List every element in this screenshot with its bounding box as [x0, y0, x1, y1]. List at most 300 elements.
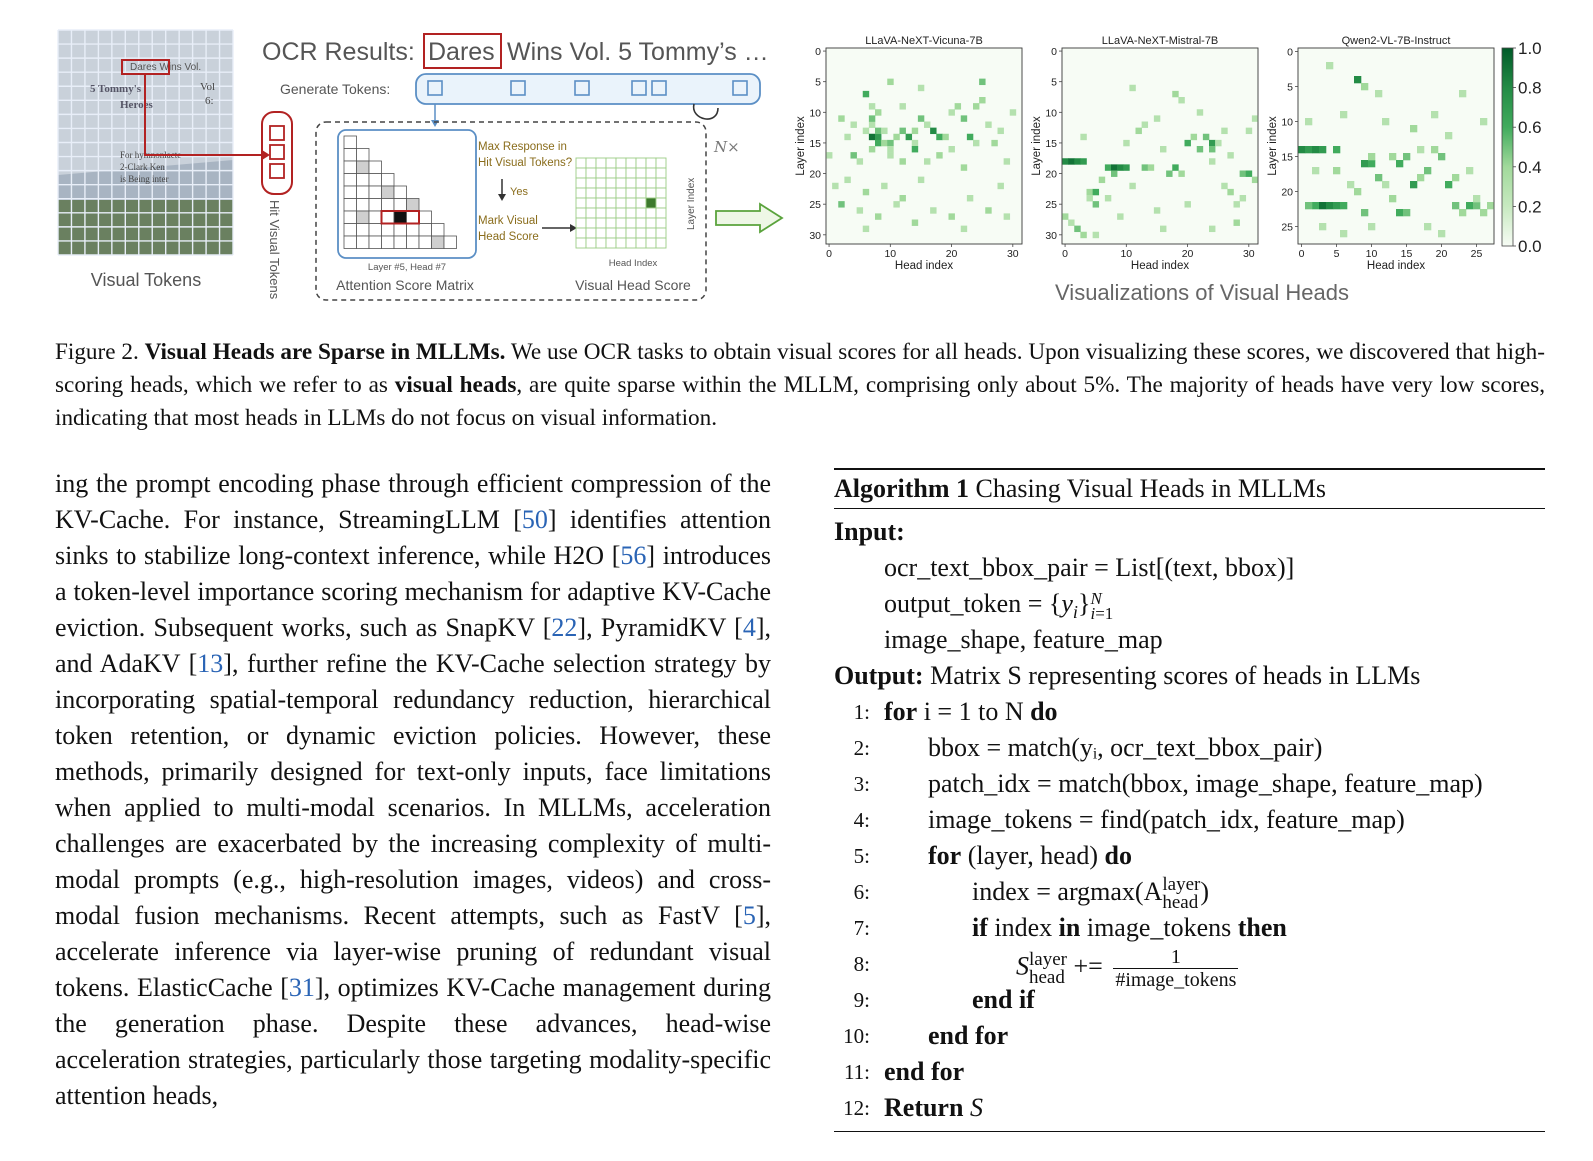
heatmap-cell [869, 115, 875, 121]
head-score-cell [596, 178, 606, 188]
heatmap-cell [863, 128, 869, 134]
y-tick-label: 10 [809, 107, 821, 120]
head-score-cell [606, 228, 616, 238]
head-score-cell [616, 158, 626, 168]
heatmap-cell [832, 183, 838, 189]
heatmap-cell [912, 220, 918, 226]
document-image [58, 30, 270, 255]
heatmap-cell [1410, 125, 1417, 132]
head-score-cell [636, 208, 646, 218]
heatmap-cell [900, 128, 906, 134]
head-score-cell [596, 188, 606, 198]
attention-cell [394, 211, 407, 224]
citation-31[interactable]: 31 [288, 973, 315, 1002]
heatmap-cell [1203, 134, 1209, 140]
head-score-cell [646, 188, 656, 198]
heatmap-cell [942, 134, 948, 140]
attention-cell [382, 186, 395, 199]
visual-tokens-label: Visual Tokens [90, 270, 202, 290]
heatmap-cell [1368, 153, 1375, 160]
y-tick-label: 30 [809, 229, 821, 242]
y-tick-label: 15 [1281, 151, 1293, 164]
attention-cell [344, 236, 357, 249]
doc-text-7: 2-Clark Ken [120, 162, 165, 172]
heatmap-cell [1480, 118, 1487, 125]
y-tick-label: 20 [809, 168, 821, 181]
algorithm-line-10: 10: end for [843, 1021, 1009, 1050]
heatmap-cell [851, 122, 857, 128]
ocr-prefix: OCR Results: [262, 38, 415, 66]
attention-label: Attention Score Matrix [336, 277, 474, 293]
heatmap-cell [1312, 146, 1319, 153]
attention-cell [444, 236, 457, 249]
citation-5[interactable]: 5 [742, 901, 756, 930]
head-score-cell [586, 198, 596, 208]
heatmap-cell [1234, 201, 1240, 207]
heatmap-cell [1142, 122, 1148, 128]
heatmap-cell [1010, 109, 1016, 115]
heatmap-cell [1215, 140, 1221, 146]
head-score-cell [616, 188, 626, 198]
heatmap-cell [1062, 213, 1068, 219]
heatmap-cell [1305, 202, 1312, 209]
heatmap-cell [869, 134, 875, 140]
heatmap-cell [875, 134, 881, 140]
head-score-cell [586, 188, 596, 198]
colorbar-tick-label: 0.4 [1518, 157, 1542, 177]
head-score-cell [596, 228, 606, 238]
heatmap-cell [924, 158, 930, 164]
attention-cell [382, 236, 395, 249]
doc-text-1: Dares Wins Vol. [130, 62, 202, 73]
head-score-cell [646, 178, 656, 188]
attention-cell [369, 236, 382, 249]
head-score-cell [576, 208, 586, 218]
colorbar-gradient [1502, 48, 1513, 246]
citation-56[interactable]: 56 [620, 541, 647, 570]
colorbar-tick-label: 0.6 [1518, 118, 1542, 138]
heatmap-cell [1459, 90, 1466, 97]
heatmap-cell [887, 140, 893, 146]
heatmap-cell [1080, 134, 1086, 140]
visualizations-label: Visualizations of Visual Heads [1055, 280, 1349, 305]
heatmap-cell [1068, 158, 1074, 164]
heatmap-cell [930, 128, 936, 134]
heatmap-cell [1389, 153, 1396, 160]
x-tick-label: 30 [1006, 248, 1019, 260]
heatmap-cell [1142, 164, 1148, 170]
head-score-cell [576, 158, 586, 168]
y-axis-label: Layer index [1267, 116, 1279, 176]
head-score-cell [616, 198, 626, 208]
algorithm-line-9: 9: end if [853, 985, 1035, 1014]
attention-cell [419, 236, 432, 249]
heatmap-cell [979, 79, 985, 85]
head-score-cell [626, 198, 636, 208]
head-score-cell [586, 158, 596, 168]
head-score-cell [606, 218, 616, 228]
heatmap-cell [875, 109, 881, 115]
heatmap-cell [1312, 167, 1319, 174]
head-score-cell [636, 168, 646, 178]
heatmap-cell [1396, 209, 1403, 216]
head-score-cell [586, 168, 596, 178]
citation-4[interactable]: 4 [742, 613, 756, 642]
colorbar [1502, 39, 1542, 256]
heatmaps [795, 35, 1542, 272]
heatmap-cell [918, 177, 924, 183]
head-score-cell [656, 228, 666, 238]
heatmap-cell [875, 140, 881, 146]
heatmap-1 [795, 35, 1022, 272]
doc-text-5: Heroes [120, 99, 153, 111]
x-tick-label: 20 [945, 248, 958, 260]
heatmap-cell [1340, 202, 1347, 209]
attention-cell [357, 224, 370, 237]
figure-caption [55, 336, 1545, 435]
heatmap-cell [1410, 181, 1417, 188]
attention-cell [382, 174, 395, 187]
heatmap-cell [893, 201, 899, 207]
heatmap-cell [1319, 202, 1326, 209]
body-paragraph: ing the prompt encoding phase through efficient compression of the KV-Cache. For instance, StreamingLLM [50] identifies attention sinks to stabilize long-context inference, while H2O [56] introduces a token-level importance scoring mechanism for adaptive KV-Cache eviction. Subsequent works, such as SnapKV [22], PyramidKV [4], and AdaKV [13], further refine the KV-Cache selection strategy by incorporating spatial-temporal redundancy reduction, hierarchical token retention, or dynamic eviction policies. However, these methods, primarily designed for text-only inputs, face limitations when applied to multi-modal scenarios. In MLLMs, acceleration challenges are exacerbated by the increasing complexity of multi-modal prompts (e.g., high-resolution images, videos) and cross-modal fusion mechanisms. Recent attempts, such as FastV [5], accelerate inference via layer-wise pruning of redundant visual tokens. ElasticCache [31], optimizes KV-Cache management during the generation phase. Despite these advances, head-wise acceleration strategies, particularly those targeting modality-specific attention heads, [55, 469, 772, 1110]
doc-text-3: Vol [200, 81, 216, 93]
heatmap-cell [1227, 152, 1233, 158]
heatmap-cell [863, 189, 869, 195]
attention-score-matrix [344, 136, 457, 249]
attention-cell [357, 149, 370, 162]
heatmap-cell [1382, 181, 1389, 188]
heatmap-cell [881, 183, 887, 189]
y-tick-label: 5 [1287, 81, 1293, 94]
heatmap-cell [887, 152, 893, 158]
heatmap-cell [1361, 209, 1368, 216]
heatmap-cell [1417, 174, 1424, 181]
generate-tokens-label: Generate Tokens: [280, 81, 391, 97]
head-score-cell [636, 228, 646, 238]
y-tick-label: 5 [1051, 76, 1057, 89]
head-score-cell [656, 158, 666, 168]
y-tick-label: 30 [1045, 229, 1057, 242]
heatmap-cell [936, 134, 942, 140]
heatmap-cell [1347, 181, 1354, 188]
head-score-cell [606, 158, 616, 168]
ocr-rest: Wins Vol. 5 Tommy’s … [507, 38, 769, 66]
attention-cell [407, 224, 420, 237]
head-score-cell [646, 218, 656, 228]
heatmap-title: LLaVA-NeXT-Vicuna-7B [865, 35, 983, 47]
x-tick-label: 20 [1181, 248, 1194, 260]
heatmap-cell [1080, 158, 1086, 164]
heatmap-cell [1354, 76, 1361, 83]
y-tick-label: 15 [1045, 137, 1057, 150]
attention-cell [419, 211, 432, 224]
layer-index-label: Layer Index [686, 177, 697, 230]
heatmap-cell [1368, 223, 1375, 230]
attention-cell [382, 199, 395, 212]
head-score-cell [656, 198, 666, 208]
head-score-cell [656, 238, 666, 248]
heatmap-cell [875, 213, 881, 219]
y-axis-label: Layer index [795, 116, 807, 176]
heatmap-cell [1191, 134, 1197, 140]
heatmap-cell [1298, 146, 1305, 153]
heatmap-cell [1062, 158, 1068, 164]
mark-line-1: Mark Visual [478, 215, 538, 227]
head-score-cell [606, 238, 616, 248]
y-tick-label: 25 [1045, 199, 1057, 212]
heatmap-cell [869, 103, 875, 109]
head-score-cell [626, 238, 636, 248]
heatmap-cell [863, 226, 869, 232]
attention-cell [432, 236, 445, 249]
attention-cell [344, 174, 357, 187]
algorithm-input-label: Input: [834, 517, 905, 546]
heatmap-cell [1105, 195, 1111, 201]
head-score-cell [636, 158, 646, 168]
colorbar-tick-label: 0.8 [1518, 78, 1542, 98]
heatmap-cell [900, 103, 906, 109]
heatmap-cell [1459, 209, 1466, 216]
heatmap-cell [1136, 128, 1142, 134]
attention-cell [394, 199, 407, 212]
attention-cell [407, 236, 420, 249]
y-tick-label: 0 [1051, 46, 1057, 59]
heatmap-cell [1305, 146, 1312, 153]
mark-line-2: Head Score [478, 231, 539, 243]
heatmap-cell [844, 177, 850, 183]
loop-label: N× [714, 138, 740, 156]
heatmap-cell [900, 195, 906, 201]
attention-cell [344, 199, 357, 212]
x-axis-label: Head index [894, 260, 954, 272]
colorbar-tick-label: 0.0 [1518, 237, 1542, 256]
x-tick-label: 10 [1365, 248, 1378, 260]
heatmap-cell [1185, 140, 1191, 146]
head-score-cell [606, 188, 616, 198]
head-score-cell [576, 228, 586, 238]
y-tick-label: 10 [1281, 116, 1293, 129]
x-tick-label: 0 [826, 248, 832, 260]
heatmap-cell [1123, 164, 1129, 170]
heatmap-cell [1093, 201, 1099, 207]
heatmap-cell [1333, 202, 1340, 209]
x-tick-label: 30 [1242, 248, 1255, 260]
heatmap-cell [1178, 171, 1184, 177]
heatmap-3 [1267, 35, 1494, 272]
attention-cell [407, 211, 420, 224]
head-score-cell [616, 208, 626, 218]
heatmap-cell [985, 207, 991, 213]
heatmap-cell [1209, 140, 1215, 146]
heatmap-cell [912, 140, 918, 146]
attention-cell [369, 174, 382, 187]
head-score-cell [576, 238, 586, 248]
heatmap-cell [1093, 232, 1099, 238]
head-score-cell [596, 158, 606, 168]
heatmap-cell [1246, 171, 1252, 177]
generate-tokens-bar [416, 74, 760, 104]
head-score-cell [626, 228, 636, 238]
heatmap-cell [1340, 230, 1347, 237]
heatmap-cell [1246, 128, 1252, 134]
heatmap-cell [1252, 115, 1258, 121]
heatmap-cell [900, 158, 906, 164]
visual-head-score-label: Visual Head Score [575, 277, 691, 293]
heatmap-cell [887, 146, 893, 152]
citation-13[interactable]: 13 [197, 649, 224, 678]
heatmap-cell [1148, 164, 1154, 170]
heatmap-cell [857, 207, 863, 213]
heatmap-cell [1074, 158, 1080, 164]
head-score-cell [626, 188, 636, 198]
head-index-label: Head Index [608, 258, 658, 269]
heatmap-cell [1326, 62, 1333, 69]
y-tick-label: 0 [815, 46, 821, 59]
head-score-cell [606, 178, 616, 188]
attention-cell [357, 236, 370, 249]
heatmap-cell [1240, 171, 1246, 177]
heatmap-cell [1466, 167, 1473, 174]
heatmap-cell [1252, 177, 1258, 183]
algorithm-input-2: output_token = $\{y_i\}$ N i=1 [884, 589, 1114, 624]
heatmap-cell [1473, 202, 1480, 209]
heatmap-cell [1209, 146, 1215, 152]
heatmap-cell [991, 140, 997, 146]
head-score-cell [656, 168, 666, 178]
attention-cell [432, 224, 445, 237]
y-tick-label: 15 [809, 137, 821, 150]
heatmap-cell [851, 152, 857, 158]
heatmap-cell [1004, 158, 1010, 164]
heatmap-cell [1166, 171, 1172, 177]
heatmap-cell [1123, 140, 1129, 146]
head-score-cell [626, 168, 636, 178]
head-score-cell [596, 208, 606, 218]
head-score-cell [576, 178, 586, 188]
doc-text-4: 6: [205, 95, 214, 107]
heatmap-cell [1466, 202, 1473, 209]
y-tick-label: 25 [1281, 221, 1293, 234]
head-score-cell [586, 228, 596, 238]
figure-svg [0, 0, 1593, 320]
heatmap-cell [1197, 146, 1203, 152]
head-score-cell [606, 208, 616, 218]
heatmap-cell [973, 103, 979, 109]
heatmap-cell [1117, 213, 1123, 219]
heatmap-cell [1160, 146, 1166, 152]
body-text-column [55, 466, 771, 1114]
heatmap-cell [1234, 220, 1240, 226]
doc-text-2: 5 Tommy's [90, 83, 142, 95]
heatmap-cell [1452, 174, 1459, 181]
heatmap-cell [1319, 223, 1326, 230]
heatmap-cell [1361, 83, 1368, 90]
x-tick-label: 5 [1333, 248, 1340, 260]
attention-sublabel: Layer #5, Head #7 [367, 262, 447, 273]
x-tick-label: 25 [1470, 248, 1483, 260]
algorithm-input-3: image_shape, feature_map [884, 625, 1163, 654]
heatmap-cell [1473, 195, 1480, 202]
head-score-cell [636, 218, 646, 228]
heatmap-cell [1087, 195, 1093, 201]
attention-cell [357, 211, 370, 224]
attention-cell [369, 186, 382, 199]
attention-cell [419, 224, 432, 237]
head-score-cell [656, 218, 666, 228]
heatmap-cell [924, 122, 930, 128]
heatmap-cell [1368, 160, 1375, 167]
heatmap-cell [869, 122, 875, 128]
attention-cell [344, 136, 357, 149]
heatmap-cell [1312, 202, 1319, 209]
heatmap-cell [1375, 90, 1382, 97]
colorbar-tick-label: 1.0 [1518, 39, 1542, 58]
heatmap-cell [1117, 164, 1123, 170]
heatmap-cell [912, 146, 918, 152]
citation-50[interactable]: 50 [521, 505, 548, 534]
heatmap-cell [1375, 174, 1382, 181]
attention-cell [407, 199, 420, 212]
heatmap-cell [881, 128, 887, 134]
heatmap-cell [1172, 91, 1178, 97]
heatmap-cell [918, 115, 924, 121]
attention-cell [344, 149, 357, 162]
attention-cell [357, 186, 370, 199]
attention-cell [357, 174, 370, 187]
x-tick-label: 0 [1298, 248, 1305, 260]
attention-cell [344, 211, 357, 224]
attention-cell [344, 161, 357, 174]
heatmap-cell [1172, 164, 1178, 170]
heatmap-title: LLaVA-NeXT-Mistral-7B [1101, 35, 1219, 47]
algorithm-line-12: 12: Return S [843, 1093, 983, 1122]
heatmap-cell [1111, 171, 1117, 177]
head-score-cell [656, 178, 666, 188]
heatmap-cell [1209, 158, 1215, 164]
heatmap-cell [1319, 146, 1326, 153]
head-score-cell [626, 218, 636, 228]
heatmap-cell [1424, 223, 1431, 230]
heatmap-cell [1396, 160, 1403, 167]
algorithm-line-3: 3: patch_idx = match(bbox, image_shape, feature_map) [853, 769, 1483, 798]
heatmap-cell [967, 134, 973, 140]
caption-term: visual heads [394, 372, 517, 398]
head-score-cell [636, 238, 646, 248]
heatmap-cell [1487, 202, 1494, 209]
heatmap-cell [949, 213, 955, 219]
figure-2 [0, 0, 1593, 320]
head-score-cell [646, 168, 656, 178]
attention-cell [369, 211, 382, 224]
heatmap-cell [1154, 207, 1160, 213]
x-tick-label: 0 [1062, 248, 1068, 260]
head-score-cell [606, 168, 616, 178]
caption-label: Figure 2. [55, 339, 139, 365]
x-tick-label: 10 [884, 248, 897, 260]
head-score-cell [596, 198, 606, 208]
citation-22[interactable]: 22 [551, 613, 578, 642]
heatmap-cell [1221, 183, 1227, 189]
hit-visual-tokens-label: Hit Visual Tokens [267, 200, 282, 300]
caption-title: Visual Heads are Sparse in MLLMs. [144, 339, 506, 365]
heatmap-cell [985, 122, 991, 128]
heatmap-cell [881, 140, 887, 146]
yes-label: Yes [510, 186, 528, 198]
heatmap-cell [1354, 188, 1361, 195]
heatmap-cell [844, 134, 850, 140]
algorithm-1 [834, 468, 1545, 1132]
